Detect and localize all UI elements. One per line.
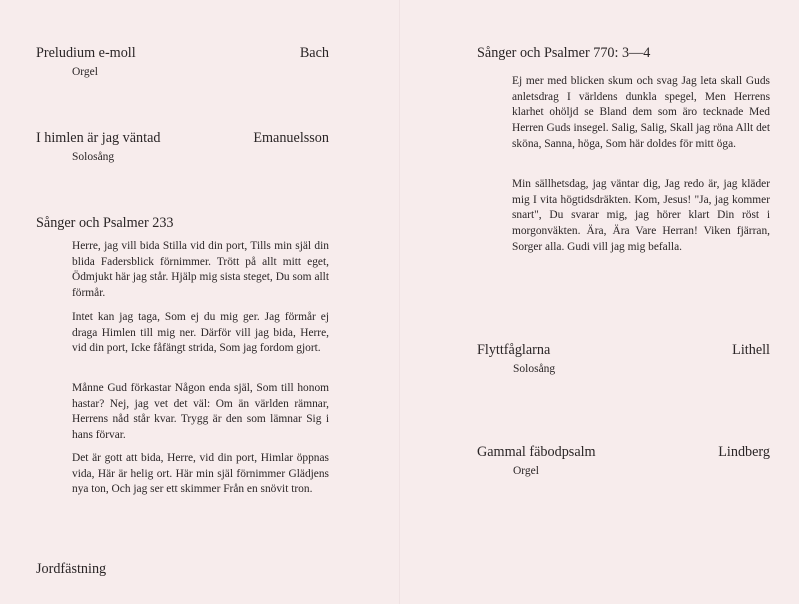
item-title: I himlen är jag väntad (36, 130, 161, 146)
hymn-verse: Det är gott att bida, Herre, vid din port, Himlar öppnas vida, Här är helig ort. Här min själ förnimmer Glädjens nya ton, Och jag ser ett skimmer Från en snövit tron. (72, 452, 329, 496)
item-performer: Solosång (513, 363, 556, 375)
program-item-organ (477, 444, 770, 477)
hymn-verse: Min sällhetsdag, jag väntar dig, Jag redo är, jag kläder mig I vita högtidsdräkten. Kom, Jesus! "Ja, jag kommer snart", Du svarar mig, jag hörer klart Din röst i morgonväkten. Ära, Ära Vare Herran! Viken fjärran, Sorger alla. Gudi vill jag mig befalla. (512, 178, 770, 253)
program-item-prelude (36, 45, 329, 78)
program-item-solo (36, 130, 329, 163)
item-composer: Lindberg (718, 444, 770, 460)
item-composer: Lithell (732, 342, 770, 358)
hymn-heading: Sånger och Psalmer 233 (36, 215, 174, 231)
hymn-verse: Ej mer med blicken skum och svag Jag leta skall Guds anletsdrag I världens dunkla spegel, Men Herrens klarhet ohöljd se Bland dem som äro tecknade Med Herren Guds insegel. Salig, Salig, Skall jag röna Allt det sköna, Sanna, höga, Som här doldes för mitt öga. (512, 75, 770, 150)
hymn-verse: Herre, jag vill bida Stilla vid din port, Tills min själ din blida Fadersblick förnimmer. Trött på allt mitt eget, Ödmjukt här jag står. Hjälp mig sista steget, Du som allt förmår. (72, 240, 329, 300)
item-title: Preludium e-moll (36, 45, 136, 61)
program-item-solo (477, 342, 770, 375)
closing-heading: Jordfästning (36, 561, 107, 577)
item-title: Flyttfåglarna (477, 342, 551, 358)
hymn-verse: Intet kan jag taga, Som ej du mig ger. Jag förmår ej draga Himlen till mig ner. Därför vill jag bida, Herre, vid din port, Icke fåfängt strida, Som jag fordom gjort. (72, 311, 329, 355)
right-page (400, 0, 799, 604)
item-composer: Emanuelsson (253, 130, 329, 146)
item-performer: Orgel (513, 465, 539, 477)
item-title: Gammal fäbodpsalm (477, 444, 596, 460)
hymn-heading: Sånger och Psalmer 770: 3—4 (477, 45, 651, 61)
item-performer: Orgel (72, 66, 98, 78)
hymn-verse: Månne Gud förkastar Någon enda själ, Som till honom hastar? Nej, jag vet det väl: Om än världen rämnar, Herrens nåd står kvar. Trygg är den som lämnar Sig i hans förvar. (72, 382, 329, 442)
item-performer: Solosång (72, 151, 115, 163)
item-composer: Bach (299, 45, 329, 61)
